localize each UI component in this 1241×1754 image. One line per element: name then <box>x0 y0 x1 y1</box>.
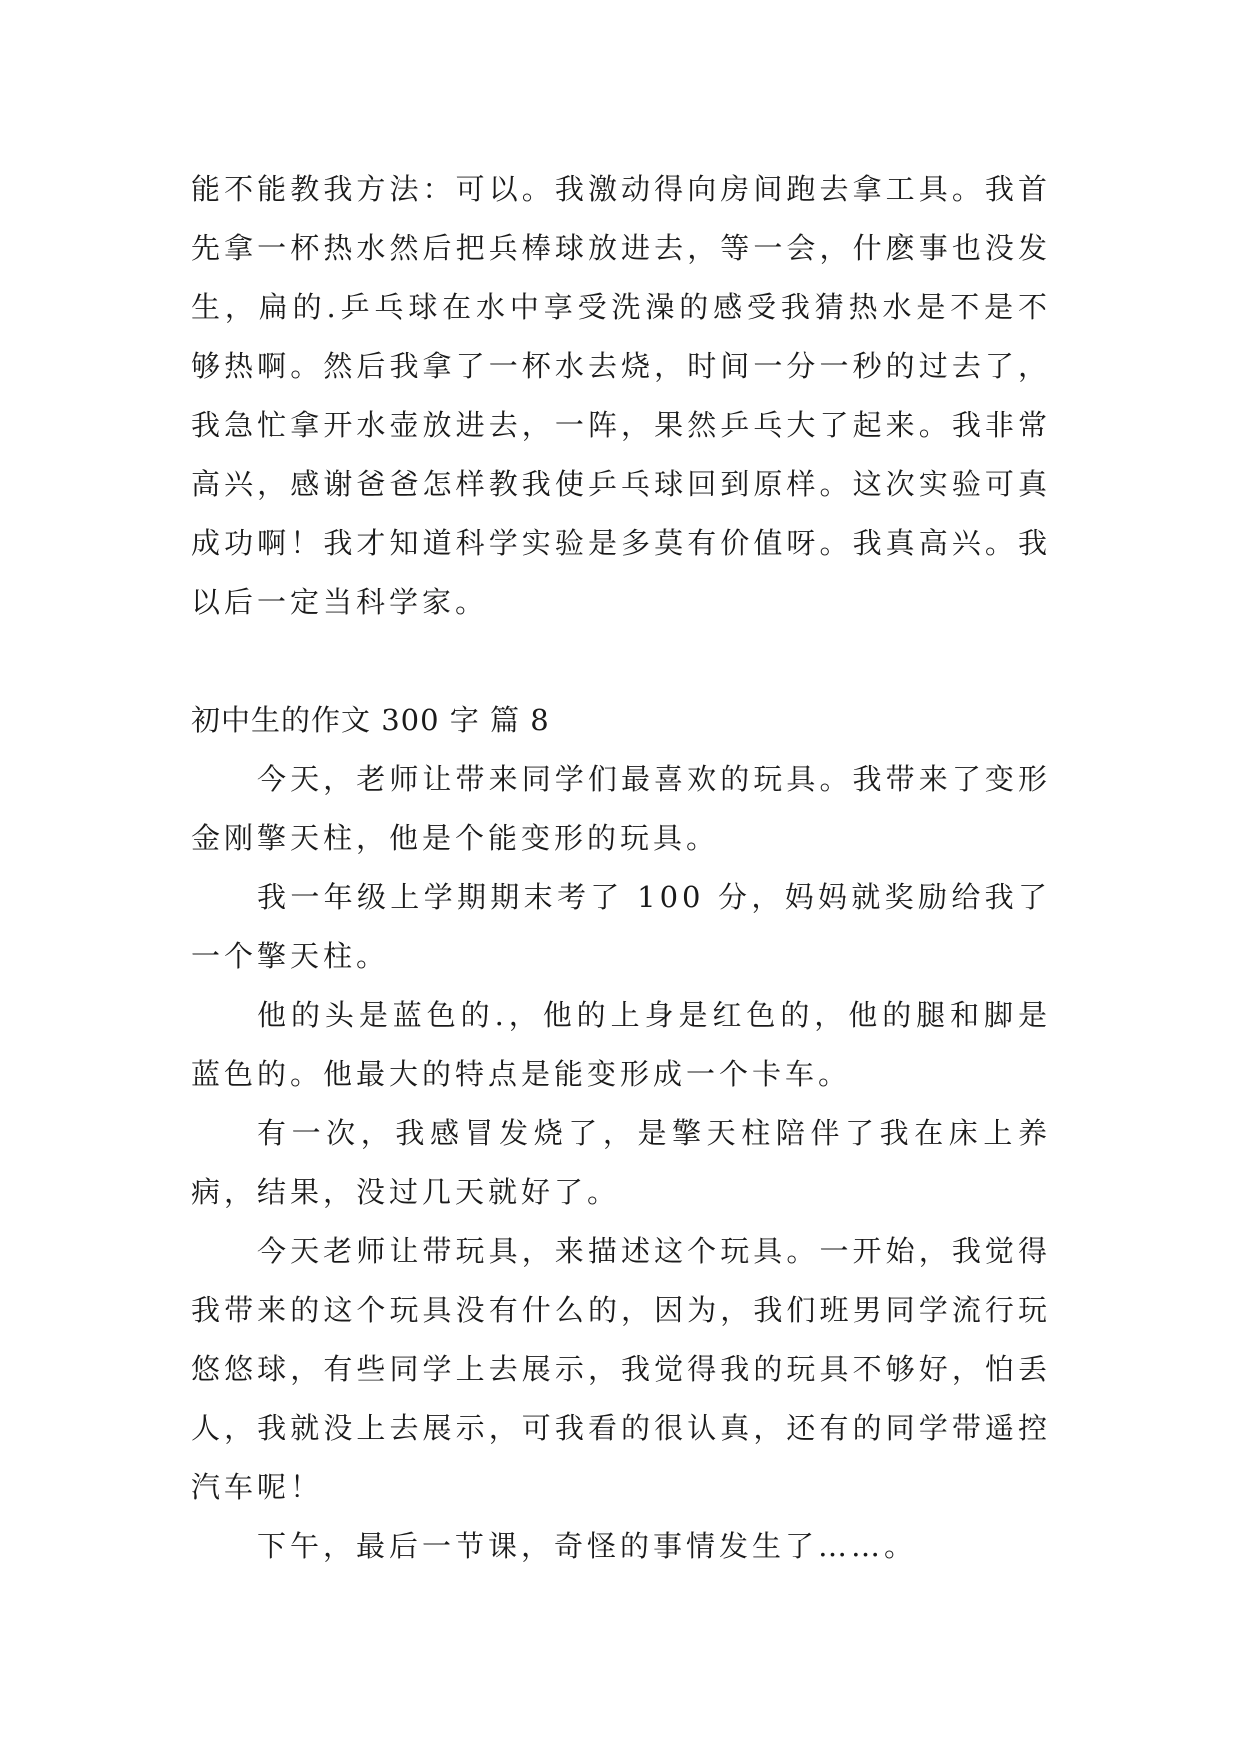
continuation-paragraph: 能不能教我方法：可以。我激动得向房间跑去拿工具。我首先拿一杯热水然后把兵棒球放进去，等一会，什麽事也没发生，扁的.乒乓球在水中享受洗澡的感受我猜热水是不是不够热啊。然后我拿了一杯水去烧，时间一分一秒的过去了，我急忙拿开水壶放进去，一阵，果然乒乓大了起来。我非常高兴，感谢爸爸怎样教我使乒乓球回到原样。这次实验可真成功啊！我才知道科学实验是多莫有价值呀。我真高兴。我以后一定当科学家。 <box>191 172 1051 619</box>
paragraph-5: 今天老师让带玩具，来描述这个玩具。一开始，我觉得我带来的这个玩具没有什么的，因为，我们班男同学流行玩悠悠球，有些同学上去展示，我觉得我的玩具不够好，怕丢人，我就没上去展示，可我看的很认真，还有的同学带遥控汽车呢！ <box>191 1234 1051 1504</box>
section-title: 初中生的作文 300 字 篇 8 <box>191 703 550 737</box>
section-gap <box>191 632 1051 691</box>
paragraph-4: 有一次，我感冒发烧了，是擎天柱陪伴了我在床上养病，结果，没过几天就好了。 <box>191 1116 1051 1209</box>
document-body <box>191 160 1051 1576</box>
paragraph-6: 下午，最后一节课，奇怪的事情发生了……。 <box>257 1529 918 1563</box>
paragraph-3: 他的头是蓝色的.，他的上身是红色的，他的腿和脚是蓝色的。他最大的特点是能变形成一个卡车。 <box>191 998 1051 1091</box>
paragraph-1: 今天，老师让带来同学们最喜欢的玩具。我带来了变形金刚擎天柱，他是个能变形的玩具。 <box>191 762 1051 855</box>
paragraph-2: 我一年级上学期期末考了 100 分，妈妈就奖励给我了一个擎天柱。 <box>191 880 1051 973</box>
